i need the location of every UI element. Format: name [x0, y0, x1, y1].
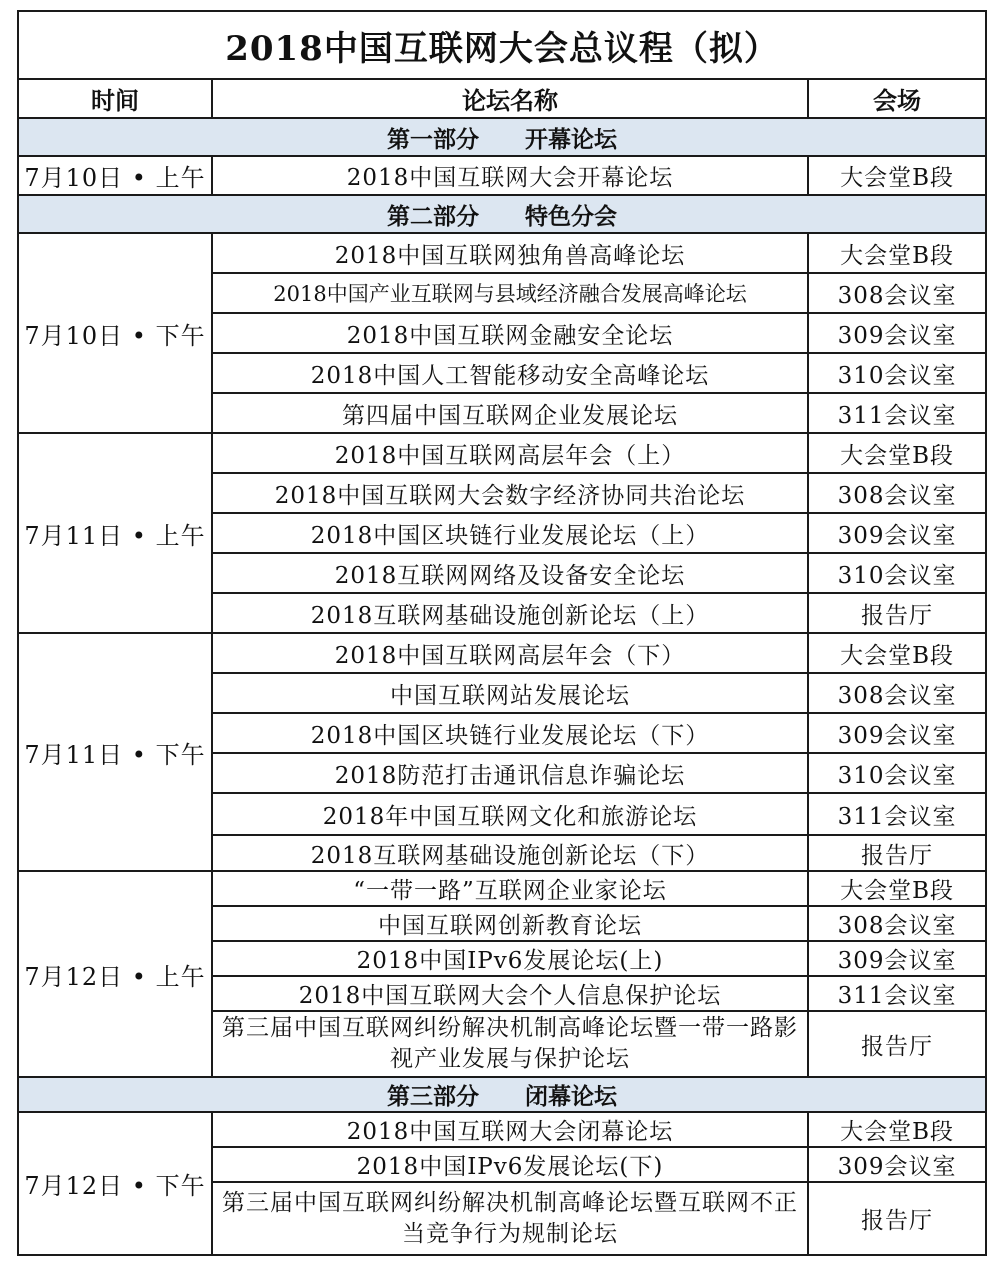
header-forum: 论坛名称 [212, 79, 808, 118]
forum-name: 2018互联网基础设施创新论坛（上） [212, 593, 808, 633]
forum-name: 2018中国互联网大会数字经济协同共治论坛 [212, 473, 808, 513]
header-row [18, 79, 986, 118]
header-venue: 会场 [808, 79, 986, 118]
agenda-title: 2018中国互联网大会总议程（拟） [18, 11, 986, 79]
forum-name: 2018中国区块链行业发展论坛（下） [212, 713, 808, 753]
venue: 大会堂B段 [808, 633, 986, 673]
section-name: 闭幕论坛 [525, 1083, 618, 1110]
venue: 309会议室 [808, 1147, 986, 1182]
forum-name: 第三届中国互联网纠纷解决机制高峰论坛暨一带一路影视产业发展与保护论坛 [212, 1011, 808, 1077]
forum-name: 2018中国互联网高层年会（下） [212, 633, 808, 673]
venue: 311会议室 [808, 793, 986, 835]
forum-name: 2018年中国互联网文化和旅游论坛 [212, 793, 808, 835]
forum-name: 第三届中国互联网纠纷解决机制高峰论坛暨互联网不正当竞争行为规制论坛 [212, 1182, 808, 1255]
table-row [18, 156, 986, 195]
venue: 309会议室 [808, 713, 986, 753]
forum-name: 2018中国人工智能移动安全高峰论坛 [212, 353, 808, 393]
agenda-table [17, 10, 987, 1256]
section-part: 第三部分 [387, 1083, 480, 1110]
venue: 308会议室 [808, 906, 986, 941]
forum-name: 2018中国区块链行业发展论坛（上） [212, 513, 808, 553]
time-cell: 7月12日 • 上午 [18, 871, 212, 1077]
venue: 报告厅 [808, 1182, 986, 1255]
forum-name: 2018中国互联网大会开幕论坛 [212, 156, 808, 195]
venue: 310会议室 [808, 553, 986, 593]
venue: 308会议室 [808, 673, 986, 713]
forum-name: 2018中国产业互联网与县域经济融合发展高峰论坛 [212, 273, 808, 313]
forum-name: 第四届中国互联网企业发展论坛 [212, 393, 808, 433]
table-row [18, 233, 986, 273]
forum-name: 中国互联网创新教育论坛 [212, 906, 808, 941]
section-heading [18, 195, 986, 233]
venue: 大会堂B段 [808, 156, 986, 195]
forum-name: 2018中国互联网金融安全论坛 [212, 313, 808, 353]
section-row [18, 118, 986, 156]
section-row [18, 195, 986, 233]
forum-name: 中国互联网站发展论坛 [212, 673, 808, 713]
table-row [18, 633, 986, 673]
title-row [18, 11, 986, 79]
forum-name: 2018中国互联网大会闭幕论坛 [212, 1112, 808, 1147]
table-row [18, 433, 986, 473]
venue: 308会议室 [808, 473, 986, 513]
section-name: 开幕论坛 [525, 125, 618, 153]
section-heading [18, 118, 986, 156]
table-row [18, 1112, 986, 1147]
venue: 309会议室 [808, 941, 986, 976]
forum-name: 2018中国互联网高层年会（上） [212, 433, 808, 473]
section-name: 特色分会 [525, 202, 618, 230]
venue: 310会议室 [808, 353, 986, 393]
forum-name: 2018中国IPv6发展论坛(上) [212, 941, 808, 976]
venue: 报告厅 [808, 593, 986, 633]
venue: 大会堂B段 [808, 1112, 986, 1147]
time-cell: 7月10日 • 上午 [18, 156, 212, 195]
venue: 310会议室 [808, 753, 986, 793]
venue: 报告厅 [808, 1011, 986, 1077]
forum-name: 2018互联网基础设施创新论坛（下） [212, 835, 808, 871]
section-part: 第二部分 [387, 202, 480, 230]
venue: 大会堂B段 [808, 233, 986, 273]
forum-name: “一带一路”互联网企业家论坛 [212, 871, 808, 906]
time-cell: 7月12日 • 下午 [18, 1112, 212, 1255]
forum-name: 2018中国互联网独角兽高峰论坛 [212, 233, 808, 273]
time-cell: 7月10日 • 下午 [18, 233, 212, 433]
time-cell: 7月11日 • 上午 [18, 433, 212, 633]
venue: 报告厅 [808, 835, 986, 871]
venue: 大会堂B段 [808, 871, 986, 906]
table-row [18, 871, 986, 906]
forum-name: 2018防范打击通讯信息诈骗论坛 [212, 753, 808, 793]
section-row [18, 1077, 986, 1112]
header-time: 时间 [18, 79, 212, 118]
forum-name: 2018互联网网络及设备安全论坛 [212, 553, 808, 593]
time-cell: 7月11日 • 下午 [18, 633, 212, 871]
section-heading [18, 1077, 986, 1112]
forum-name: 2018中国IPv6发展论坛(下) [212, 1147, 808, 1182]
venue: 308会议室 [808, 273, 986, 313]
section-part: 第一部分 [387, 125, 480, 153]
venue: 311会议室 [808, 976, 986, 1011]
venue: 大会堂B段 [808, 433, 986, 473]
venue: 311会议室 [808, 393, 986, 433]
forum-name: 2018中国互联网大会个人信息保护论坛 [212, 976, 808, 1011]
venue: 309会议室 [808, 513, 986, 553]
venue: 309会议室 [808, 313, 986, 353]
